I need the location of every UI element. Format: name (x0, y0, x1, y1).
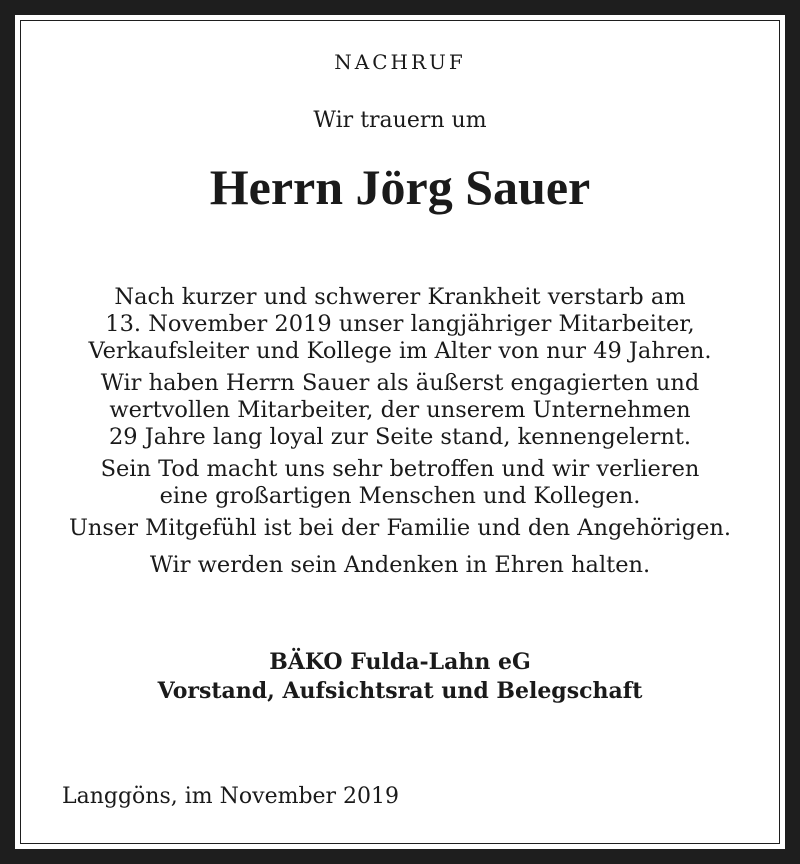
text-line: Sein Tod macht uns sehr betroffen und wir verlieren (100, 456, 700, 482)
paragraph-4 (0, 515, 800, 542)
place-date: Langgöns, im November 2019 (62, 784, 400, 809)
text-line: 29 Jahre lang loyal zur Seite stand, kennengelernt. (108, 424, 692, 450)
paragraph-3 (0, 456, 800, 510)
paragraph-2 (0, 370, 800, 451)
text-line: Unser Mitgefühl ist bei der Familie und den Angehörigen. (68, 515, 732, 541)
deceased-name: Herrn Jörg Sauer (209, 159, 591, 215)
notice-body (0, 284, 800, 584)
paragraph-5 (0, 552, 800, 579)
text-line: Nach kurzer und schwerer Krankheit verstarb am (114, 284, 686, 310)
notice-intro: Wir trauern um (313, 108, 487, 133)
text-line: Wir haben Herrn Sauer als äußerst engagierten und (100, 370, 700, 396)
signature-groups: Vorstand, Aufsichtsrat und Belegschaft (157, 678, 643, 704)
organization-name: BÄKO Fulda-Lahn eG (269, 649, 531, 675)
text-line: eine großartigen Menschen und Kollegen. (159, 483, 641, 509)
signature-block (0, 648, 800, 706)
notice-heading: NACHRUF (334, 50, 466, 74)
text-line: Verkaufsleiter und Kollege im Alter von nur 49 Jahren. (88, 338, 712, 364)
text-line: Wir werden sein Andenken in Ehren halten. (149, 552, 651, 578)
text-line: wertvollen Mitarbeiter, der unserem Unternehmen (109, 397, 691, 423)
text-line: 13. November 2019 unser langjähriger Mitarbeiter, (105, 311, 695, 337)
paragraph-1 (0, 284, 800, 365)
